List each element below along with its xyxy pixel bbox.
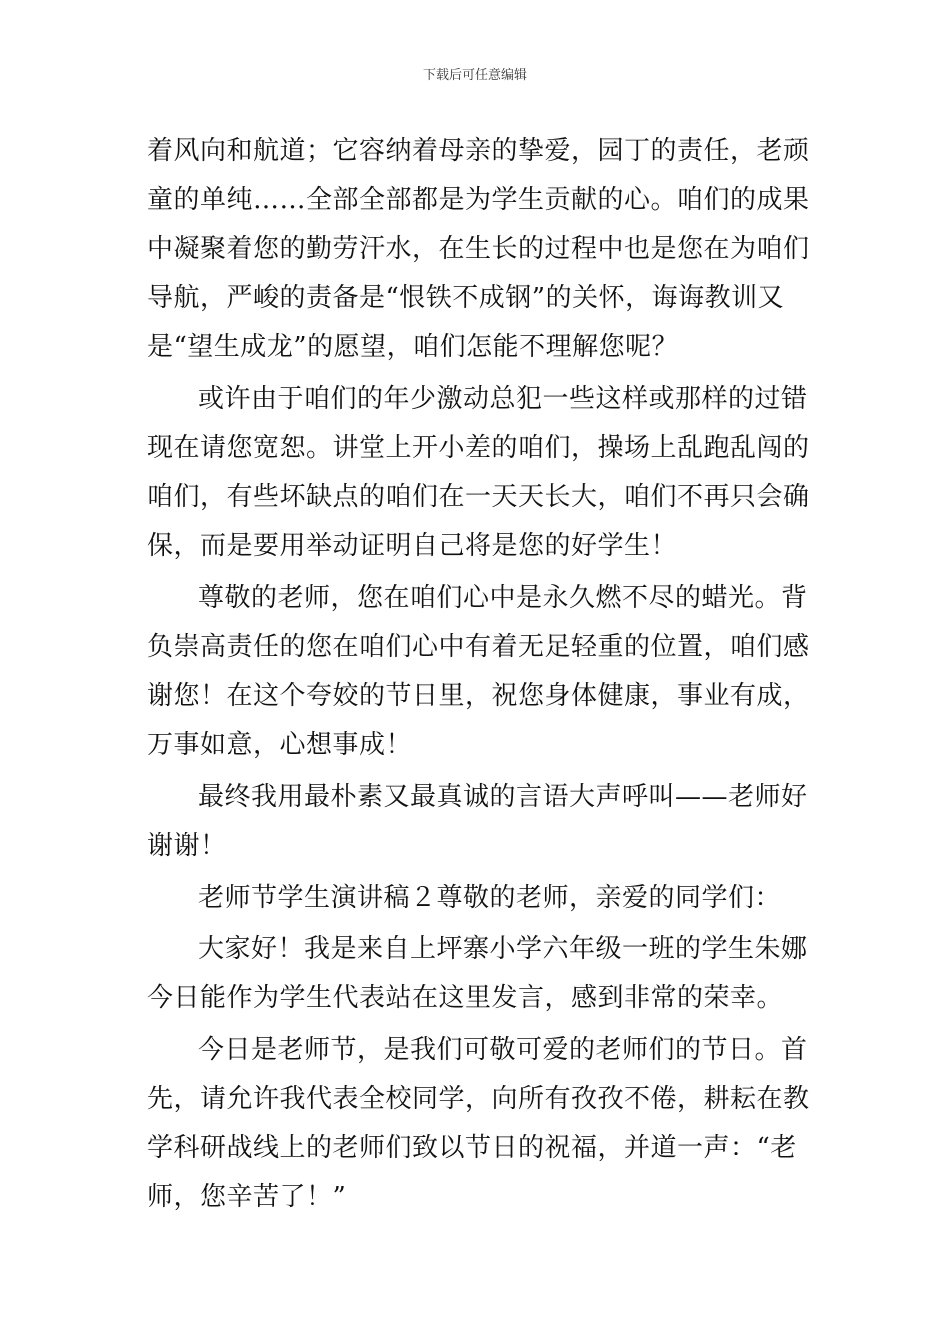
- text-line: 先，请允许我代表全校同学，向所有孜孜不倦，耕耘在教: [147, 1084, 810, 1114]
- text-line: 谢谢！: [147, 831, 227, 861]
- text-line: 负崇高责任的您在咱们心中有着无足轻重的位置，咱们感: [147, 632, 810, 662]
- text-line: 中凝聚着您的勤劳汗水，在生长的过程中也是您在为咱们: [147, 234, 810, 264]
- text-line: 师，您辛苦了！”: [147, 1182, 347, 1212]
- text-line: 学科研战线上的老师们致以节日的祝福，并道一声：“老: [147, 1133, 797, 1163]
- text-line: 谢您！在这个夸姣的节日里，祝您身体健康，事业有成，: [147, 681, 810, 711]
- text-line: 现在请您宽恕。讲堂上开小差的咱们，操场上乱跑乱闯的: [147, 433, 810, 463]
- paragraph-first-line: 尊敬的老师，您在咱们心中是永久燃不尽的蜡光。背: [198, 583, 808, 613]
- text-line: 是“望生成龙”的愿望，咱们怎能不理解您呢？: [147, 332, 679, 362]
- text-line: 童的单纯……全部全部都是为学生贡献的心。咱们的成果: [147, 185, 810, 215]
- paragraph-first-line: 大家好！我是来自上坪寨小学六年级一班的学生朱娜: [198, 934, 808, 964]
- paragraph-first-line: 或许由于咱们的年少激动总犯一些这样或那样的过错: [198, 384, 808, 414]
- text-line: 保，而是要用举动证明自己将是您的好学生！: [147, 531, 678, 561]
- text-line: 导航，严峻的责备是“恨铁不成钢”的关怀，诲诲教训又: [147, 283, 785, 313]
- paragraph-first-line: 老师节学生演讲稿２尊敬的老师，亲爱的同学们：: [198, 883, 782, 913]
- text-line: 咱们，有些坏缺点的咱们在一天天长大，咱们不再只会确: [147, 482, 810, 512]
- page-header-note: 下载后可任意编辑: [422, 68, 527, 83]
- text-line: 着风向和航道；它容纳着母亲的挚爱，园丁的责任，老顽: [147, 136, 810, 166]
- text-line: 万事如意，心想事成！: [147, 730, 413, 760]
- paragraph-first-line: 今日是老师节，是我们可敬可爱的老师们的节日。首: [198, 1035, 808, 1065]
- paragraph-first-line: 最终我用最朴素又最真诚的言语大声呼叫——老师好: [198, 782, 808, 812]
- text-line: 今日能作为学生代表站在这里发言，感到非常的荣幸。: [147, 983, 784, 1013]
